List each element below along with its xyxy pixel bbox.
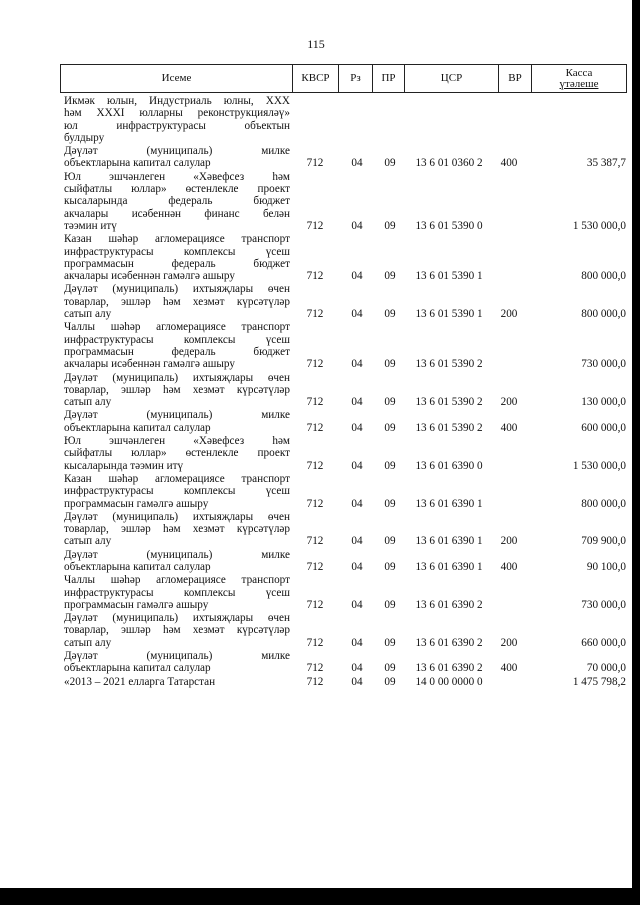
row-name-line: инфраструктурасы комплексы үсеш: [64, 333, 290, 346]
table-row: [64, 233, 626, 283]
row-amount: 800 000,0: [581, 270, 626, 283]
row-name-line: Чаллы шәһәр агломерациясе транспорт: [64, 321, 290, 334]
row-name: [64, 283, 290, 321]
row-csr: 13 6 01 6390 2: [415, 598, 483, 611]
row-name-line: инфраструктурасы комплексы үсеш: [64, 485, 290, 498]
row-name-line: инфраструктурасы комплексы үсеш: [64, 245, 290, 258]
row-name-line: товарлар, эшләр һәм хезмәт күрсәтүләр: [64, 624, 290, 637]
row-kvsr: 712: [306, 636, 324, 649]
row-name-line: сатып алу: [64, 308, 112, 321]
row-amount: 660 000,0: [581, 636, 626, 649]
row-name-line: Дәүләт (муниципаль) ихтыяҗлары өчен: [64, 283, 290, 296]
row-name-line: товарлар, эшләр һәм хезмәт күрсәтүләр: [64, 523, 290, 536]
row-kvsr: [290, 144, 340, 145]
table-row: [64, 283, 626, 321]
row-amount: 130 000,0: [581, 396, 626, 409]
row-vr: [492, 371, 526, 372]
row-csr: 14 0 00 0000 0: [415, 675, 483, 688]
header-csr: ЦСР: [405, 65, 499, 93]
row-kvsr: 712: [306, 396, 324, 409]
row-name-line: объектларына капитал салулар: [64, 560, 211, 573]
row-name-line: акчалары исәбеннән финанс белән: [64, 207, 290, 220]
row-vr: [492, 611, 526, 612]
row-name-line: объектларына капитал салулар: [64, 421, 211, 434]
row-csr: 13 6 01 0360 2: [415, 157, 483, 170]
row-name: [64, 511, 290, 549]
row-vr: 400: [500, 662, 518, 675]
page-number: 115: [307, 37, 325, 51]
header-rz: Рз: [339, 65, 373, 93]
row-pr: 09: [384, 396, 396, 409]
row-csr: 13 6 01 6390 0: [415, 459, 483, 472]
row-kvsr: 712: [306, 535, 324, 548]
row-kvsr: 712: [306, 560, 324, 573]
row-csr: 13 6 01 6390 1: [415, 535, 483, 548]
row-name: [64, 171, 290, 233]
table-row: [64, 95, 626, 145]
row-vr: 400: [500, 421, 518, 434]
row-amount: 90 100,0: [586, 560, 626, 573]
row-name: [64, 676, 290, 689]
row-name-line: сатып алу: [64, 535, 112, 548]
table-body: [64, 95, 626, 689]
row-pr: 09: [384, 560, 396, 573]
row-pr: 09: [384, 358, 396, 371]
row-name: [64, 233, 290, 283]
row-name-line: объектларына капитал салулар: [64, 157, 211, 170]
row-rz: 04: [351, 358, 363, 371]
row-csr: 13 6 01 6390 1: [415, 560, 483, 573]
row-name-line: Юл эшчәнлеген «Хәвефсез һәм: [64, 170, 290, 183]
row-kvsr: 712: [306, 675, 324, 688]
row-csr: 13 6 01 6390 2: [415, 662, 483, 675]
row-vr: 400: [500, 157, 518, 170]
table-row: [64, 574, 626, 612]
row-vr: [492, 688, 526, 689]
row-name-line: Дәүләт (муниципаль) милке: [64, 548, 290, 561]
row-name-line: Юл эшчәнлеген «Хәвефсез һәм: [64, 435, 290, 448]
row-rz: 04: [351, 535, 363, 548]
table-row: [64, 676, 626, 689]
row-csr: 13 6 01 6390 1: [415, 497, 483, 510]
row-name-line: Дәүләт (муниципаль) милке: [64, 409, 290, 422]
row-amount: 709 900,0: [581, 535, 626, 548]
row-csr: [406, 144, 492, 145]
row-name-line: акчалары исәбеннән гамәлгә ашыру: [64, 270, 235, 283]
row-name: [64, 473, 290, 511]
row-pr: 09: [384, 662, 396, 675]
row-amount: 800 000,0: [581, 308, 626, 321]
row-kvsr: 712: [306, 358, 324, 371]
row-name: [64, 650, 290, 676]
row-name-line: инфраструктурасы комплексы үсеш: [64, 586, 290, 599]
row-csr: 13 6 01 5390 1: [415, 270, 483, 283]
row-name-line: товарлар, эшләр һәм хезмәт күрсәтүләр: [64, 295, 290, 308]
row-name-line: «2013 – 2021 елларга Татарстан: [64, 675, 216, 688]
row-name: [64, 612, 290, 650]
row-rz: 04: [351, 662, 363, 675]
row-kvsr: 712: [306, 459, 324, 472]
row-rz: 04: [351, 636, 363, 649]
row-name-line: объектларына капитал салулар: [64, 662, 211, 675]
row-kvsr: 712: [306, 157, 324, 170]
table-row: [64, 145, 626, 171]
table-row: [64, 321, 626, 371]
row-name-line: сатып алу: [64, 396, 112, 409]
header-vr: ВР: [499, 65, 532, 93]
row-pr: 09: [384, 535, 396, 548]
table-row: [64, 171, 626, 233]
header-kassa-line2: үтәлеше: [559, 77, 599, 90]
row-vr: [492, 282, 526, 283]
row-name-line: Икмәк юлын, Индустриаль юлны, XXX: [64, 95, 290, 107]
row-name-line: сыйфатлы юллар» өстенлекле проект: [64, 183, 290, 196]
row-rz: 04: [351, 219, 363, 232]
row-name-line: Казан шәһәр агломерациясе транспорт: [64, 233, 290, 246]
row-name-line: булдыру: [64, 131, 105, 144]
row-rz: 04: [351, 396, 363, 409]
row-amount: 730 000,0: [581, 358, 626, 371]
table-row: [64, 612, 626, 650]
row-pr: 09: [384, 421, 396, 434]
row-vr: 200: [500, 308, 518, 321]
row-pr: 09: [384, 636, 396, 649]
row-name-line: Дәүләт (муниципаль) милке: [64, 145, 290, 158]
row-name-line: Казан шәһәр агломерациясе транспорт: [64, 472, 290, 485]
row-pr: 09: [384, 219, 396, 232]
row-amount: 730 000,0: [581, 598, 626, 611]
row-name-line: сатып алу: [64, 636, 112, 649]
row-pr: 09: [384, 598, 396, 611]
row-kvsr: 712: [306, 497, 324, 510]
row-kvsr: 712: [306, 662, 324, 675]
row-amount: 1 530 000,0: [572, 459, 626, 472]
row-pr: 09: [384, 497, 396, 510]
row-vr: [492, 510, 526, 511]
row-rz: 04: [351, 675, 363, 688]
row-rz: 04: [351, 459, 363, 472]
row-pr: 09: [384, 459, 396, 472]
row-name-line: кысаларында тәэмин итү: [64, 459, 184, 472]
row-pr: 09: [384, 675, 396, 688]
row-name-line: Дәүләт (муниципаль) милке: [64, 650, 290, 663]
row-name-line: Дәүләт (муниципаль) ихтыяҗлары өчен: [64, 612, 290, 625]
row-name-line: программасын федераль бюджет: [64, 257, 290, 270]
row-amount: 35 387,7: [586, 157, 626, 170]
row-csr: 13 6 01 5390 2: [415, 421, 483, 434]
row-rz: 04: [351, 560, 363, 573]
table-row: [64, 473, 626, 511]
header-kassa-line1: Касса: [565, 66, 593, 79]
header-name: Исеме: [61, 65, 293, 93]
row-amount: 70 000,0: [586, 662, 626, 675]
row-name: [64, 321, 290, 371]
row-vr: 400: [500, 560, 518, 573]
row-vr: [492, 472, 526, 473]
row-pr: [374, 144, 406, 145]
row-vr: [492, 144, 526, 145]
row-name: [64, 145, 290, 171]
table-row: [64, 511, 626, 549]
header-kvsr: КВСР: [293, 65, 339, 93]
row-amount: 600 000,0: [581, 421, 626, 434]
row-amount: [526, 144, 626, 145]
row-amount: 800 000,0: [581, 497, 626, 510]
row-kvsr: 712: [306, 308, 324, 321]
row-name-line: һәм XXXI юлларны реконструкцияләү»: [64, 107, 290, 120]
row-name-line: сыйфатлы юллар» өстенлекле проект: [64, 447, 290, 460]
row-name: [64, 435, 290, 473]
row-name: [64, 409, 290, 435]
table-row: [64, 435, 626, 473]
row-amount: 1 475 798,2: [572, 675, 626, 688]
row-rz: 04: [351, 598, 363, 611]
row-name: [64, 549, 290, 575]
row-name-line: Дәүләт (муниципаль) ихтыяҗлары өчен: [64, 371, 290, 384]
table-row: [64, 409, 626, 435]
row-rz: 04: [351, 270, 363, 283]
row-csr: 13 6 01 6390 2: [415, 636, 483, 649]
table-header: [60, 64, 627, 93]
row-rz: 04: [351, 308, 363, 321]
row-vr: 200: [500, 396, 518, 409]
row-name-line: Дәүләт (муниципаль) ихтыяҗлары өчен: [64, 510, 290, 523]
row-kvsr: 712: [306, 219, 324, 232]
row-rz: [340, 144, 374, 145]
row-name: [64, 372, 290, 410]
row-rz: 04: [351, 497, 363, 510]
row-pr: 09: [384, 157, 396, 170]
row-pr: 09: [384, 270, 396, 283]
row-kvsr: 712: [306, 421, 324, 434]
row-pr: 09: [384, 308, 396, 321]
row-vr: 200: [500, 535, 518, 548]
row-name-line: юл инфраструктурасы объектын: [64, 119, 290, 132]
row-csr: 13 6 01 5390 2: [415, 396, 483, 409]
row-csr: 13 6 01 5390 0: [415, 219, 483, 232]
table-row: [64, 549, 626, 575]
row-amount: 1 530 000,0: [572, 219, 626, 232]
row-vr: [492, 232, 526, 233]
row-kvsr: 712: [306, 270, 324, 283]
row-rz: 04: [351, 421, 363, 434]
table-row: [64, 372, 626, 410]
header-pr: ПР: [373, 65, 405, 93]
row-name-line: акчалары исәбеннән гамәлгә ашыру: [64, 358, 235, 371]
table-row: [64, 650, 626, 676]
row-rz: 04: [351, 157, 363, 170]
row-kvsr: 712: [306, 598, 324, 611]
row-name-line: программасын федераль бюджет: [64, 345, 290, 358]
row-name-line: товарлар, эшләр һәм хезмәт күрсәтүләр: [64, 383, 290, 396]
row-name-line: кысаларында федераль бюджет: [64, 195, 290, 208]
row-name: [64, 574, 290, 612]
row-name-line: тәэмин итү: [64, 219, 117, 232]
row-csr: 13 6 01 5390 1: [415, 308, 483, 321]
row-name-line: программасын гамәлгә ашыру: [64, 598, 209, 611]
header-kassa: [532, 65, 627, 93]
row-vr: 200: [500, 636, 518, 649]
row-csr: 13 6 01 5390 2: [415, 358, 483, 371]
row-name-line: Чаллы шәһәр агломерациясе транспорт: [64, 574, 290, 587]
row-name-line: программасын гамәлгә ашыру: [64, 497, 209, 510]
row-name: [64, 95, 290, 145]
